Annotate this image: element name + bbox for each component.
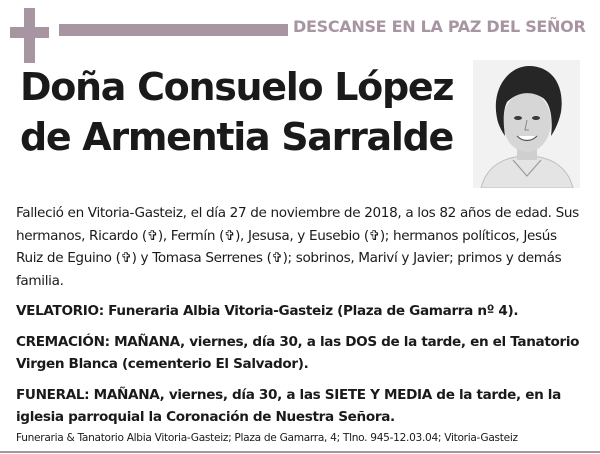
deceased-portrait-photo bbox=[473, 60, 580, 188]
obituary-body bbox=[16, 202, 584, 437]
header-divider-bar bbox=[59, 24, 288, 36]
velatorio-paragraph: VELATORIO: Funeraria Albia Vitoria-Gasteiz (Plaza de Gamarra nº 4). bbox=[16, 303, 519, 319]
funeral-home-footer: Funeraria & Tanatorio Albia Vitoria-Gasteiz; Plaza de Gamarra, 4; Tlno. 945-12.03.04; Vitoria-Gasteiz bbox=[16, 432, 518, 444]
bottom-divider bbox=[0, 451, 600, 453]
cremacion-paragraph: CREMACIÓN: MAÑANA, viernes, día 30, a las DOS de la tarde, en el Tanatorio Virgen Blanca (cementerio El Salvador). bbox=[16, 333, 580, 372]
header-label: DESCANSE EN LA PAZ DEL SEÑOR bbox=[293, 17, 586, 36]
deceased-name bbox=[20, 62, 460, 162]
deceased-name-line-2: de Armentia Sarralde bbox=[20, 115, 453, 159]
family-paragraph: Falleció en Vitoria-Gasteiz, el día 27 de noviembre de 2018, a los 82 años de edad. Sus hermanos, Ricardo (✞), Fermín (✞), Jesusa, y Eusebio (✞); hermanos políticos, Jesús Ruiz de Eguino (✞) y Tomasa Serrenes (✞); sobrinos, Mariví y Javier; primos y demás familia. bbox=[16, 205, 579, 289]
funeral-paragraph: FUNERAL: MAÑANA, viernes, día 30, a las SIETE Y MEDIA de la tarde, en la iglesia parroquial la Coronación de Nuestra Señora. bbox=[16, 386, 561, 425]
deceased-name-line-1: Doña Consuelo López bbox=[20, 65, 454, 109]
cross-icon bbox=[10, 8, 49, 63]
